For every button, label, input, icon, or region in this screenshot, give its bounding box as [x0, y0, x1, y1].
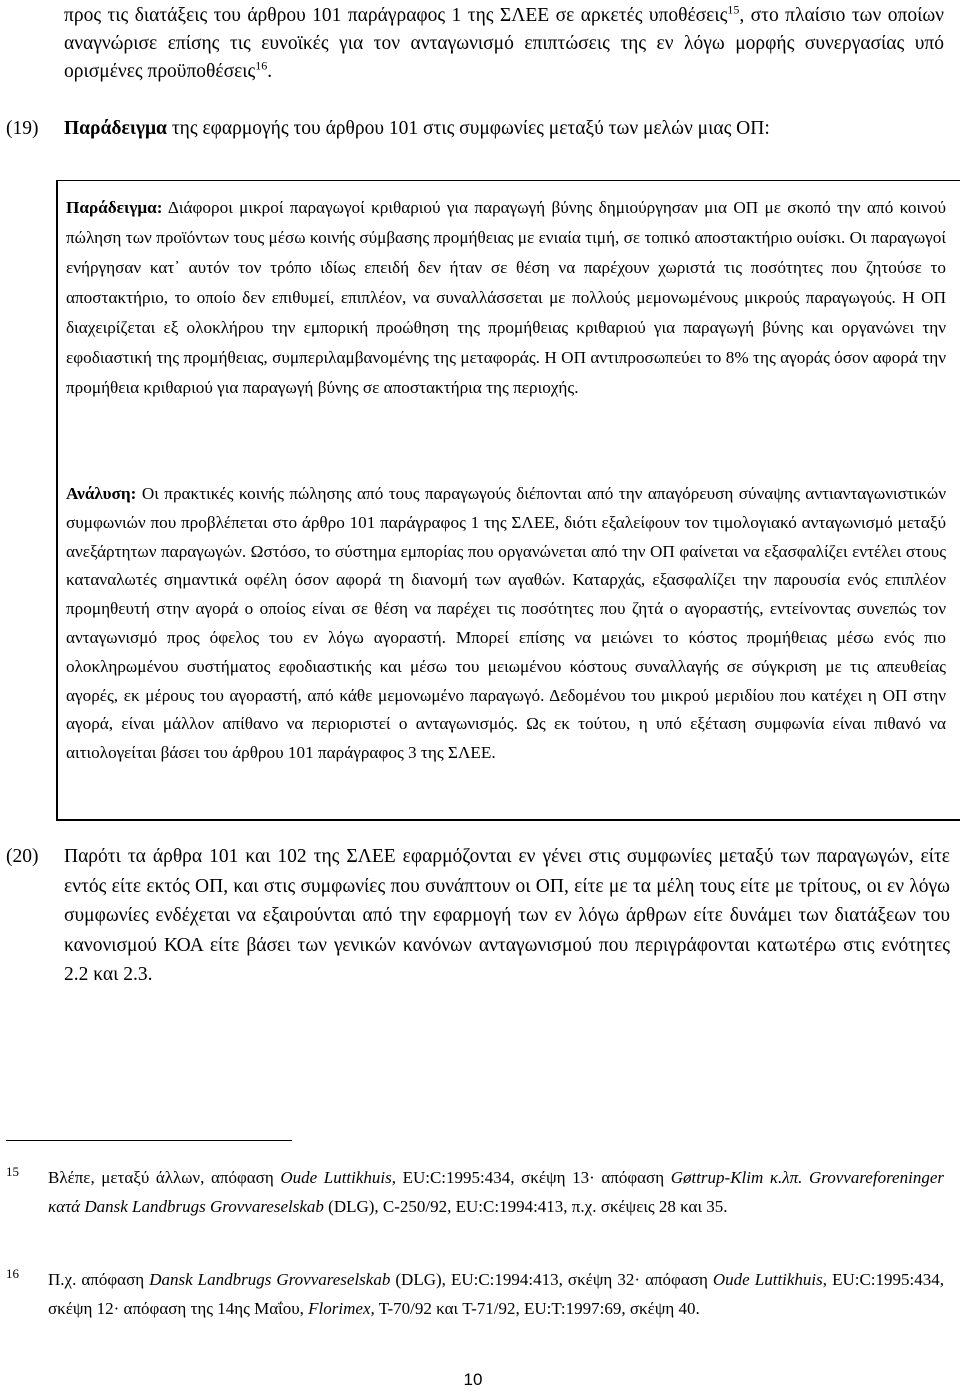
footnote-text: Π.χ. απόφαση Dansk Landbrugs Grovvareselskab (DLG), EU:C:1994:413, σκέψη 32· απόφαση Oude Luttikhuis, EU:C:1995:434, σκέψη 12· απόφαση της 14ης Μαΐου, Florimex, T-70/92 και T-71/92, EU:T:1997:69, σκέψη 40.	[48, 1270, 944, 1318]
example-label: Παράδειγμα:	[66, 198, 163, 217]
analysis-label: Ανάλυση:	[66, 484, 137, 503]
page-number: 10	[463, 1370, 483, 1389]
footnote-separator	[6, 1140, 292, 1141]
analysis-text: Ανάλυση: Οι πρακτικές κοινής πώλησης από τους παραγωγούς διέπονται από την απαγόρευση σύναψης αντιανταγωνιστικών συμφωνιών που προβλέπεται στο άρθρο 101 παράγραφος 1 της ΣΛΕΕ, διότι εξαλείφουν τον τιμολογιακό ανταγωνισμό μεταξύ ανεξάρτητων παραγωγών. Ωστόσο, το σύστημα εμπορίας που οργανώνεται από την ΟΠ φαίνεται να εξασφαλίζει εντέλει στους καταναλωτές σημαντικά οφέλη όσον αφορά τη διανομή των αγαθών. Καταρχάς, εξασφαλίζει την παρουσία ενός επιπλέον προμηθευτή στην αγορά ο οποίος είναι σε θέση να παρέχει τις ποσότητες που ζητά ο αγοραστής, εντείνοντας συνεπώς τον ανταγωνισμό προς όφελος του εν λόγω αγοραστή. Μπορεί επίσης να μειώνει το κόστος προμήθειας μέσω ενός πιο ολοκληρωμένου συστήματος εφοδιαστικής και μέσω του μειωμένου κόστους συναλλαγής σε σύγκριση με τις απευθείας αγορές, εκ μέρους του αγοραστή, από κάθε μεμονωμένο παραγωγό. Δεδομένου του μικρού μεριδίου που κατέχει η ΟΠ στην αγορά, είναι μάλλον απίθανο να περιοριστεί ο ανταγωνισμός. Ως εκ τούτου, η υπό εξέταση συμφωνία είναι πιθανό να αιτιολογείται βάσει του άρθρου 101 παράγραφος 3 της ΣΛΕΕ.	[66, 484, 946, 763]
footnote-text: Βλέπε, μεταξύ άλλων, απόφαση Oude Luttikhuis, EU:C:1995:434, σκέψη 13· απόφαση Gøttrup-Klim κ.λπ. Grovvareforeninger κατά Dansk Landbrugs Grovvareselskab (DLG), C-250/92, EU:C:1994:413, π.χ. σκέψεις 28 και 35.	[48, 1168, 944, 1216]
paragraph-20-text: Παρότι τα άρθρα 101 και 102 της ΣΛΕΕ εφαρμόζονται εν γένει στις συμφωνίες μεταξύ των παραγωγών, είτε εντός είτε εκτός ΟΠ, και στις συμφωνίες που συνάπτουν οι ΟΠ, είτε με τα μέλη τους είτε με τρίτους, οι εν λόγω συμφωνίες ενδέχεται να εξαιρούνται από την εφαρμογή των εν λόγω άρθρων είτε δυνάμει των διατάξεων του κανονισμού ΚΟΑ είτε βάσει των γενικών κανόνων ανταγωνισμού που περιγράφονται κατωτέρω στις ενότητες 2.2 και 2.3.	[64, 846, 950, 985]
footnote-ref-15[interactable]: 15	[727, 2, 740, 17]
footnote-number: 16	[6, 1266, 19, 1281]
footnote-number: 15	[6, 1164, 19, 1179]
paragraph-number: (19)	[6, 118, 39, 139]
paragraph-number: (20)	[6, 846, 39, 867]
footnote-ref-16[interactable]: 16	[255, 58, 268, 73]
paragraph-19-text: Παράδειγμα της εφαρμογής του άρθρου 101 στις συμφωνίες μεταξύ των μελών μιας ΟΠ:	[64, 118, 770, 139]
example-text: Παράδειγμα: Διάφοροι μικροί παραγωγοί κριθαριού για παραγωγή βύνης δημιούργησαν μια ΟΠ με σκοπό την από κοινού πώληση των προϊόντων τους μέσω κοινής σύμβασης προμήθειας με ενιαία τιμή, σε τοπικό αποστακτήριο ουίσκι. Οι παραγωγοί ενήργησαν κατ᾽ αυτόν τον τρόπο ιδίως επειδή δεν ήταν σε θέση να παρέχουν χωριστά τις ποσότητες που ζητούσε το αποστακτήριο, το οποίο δεν επιθυμεί, επιπλέον, να συναλλάσσεται με πολλούς μεμονωμένους μικρούς παραγωγούς. Η ΟΠ διαχειρίζεται εξ ολοκλήρου την εμπορική προώθηση της προμήθειας κριθαριού για παραγωγή βύνης και οργανώνει την εφοδιαστική της προμήθειας, συμπεριλαμβανομένης της μεταφοράς. Η ΟΠ αντιπροσωπεύει το 8% της αγοράς όσον αφορά την προμήθεια κριθαριού για παραγωγή βύνης σε αποστακτήρια της περιοχής.	[66, 198, 946, 397]
intro-paragraph: προς τις διατάξεις του άρθρου 101 παράγραφος 1 της ΣΛΕΕ σε αρκετές υποθέσεις$^{15}$, στο πλαίσιο των οποίων αναγνώρισε επίσης τις ευνοϊκές για τον ανταγωνισμό επιπτώσεις της εν λόγω μορφής συνεργασίας υπό ορισμένες προϋποθέσεις$^{16}$.	[64, 2, 944, 82]
